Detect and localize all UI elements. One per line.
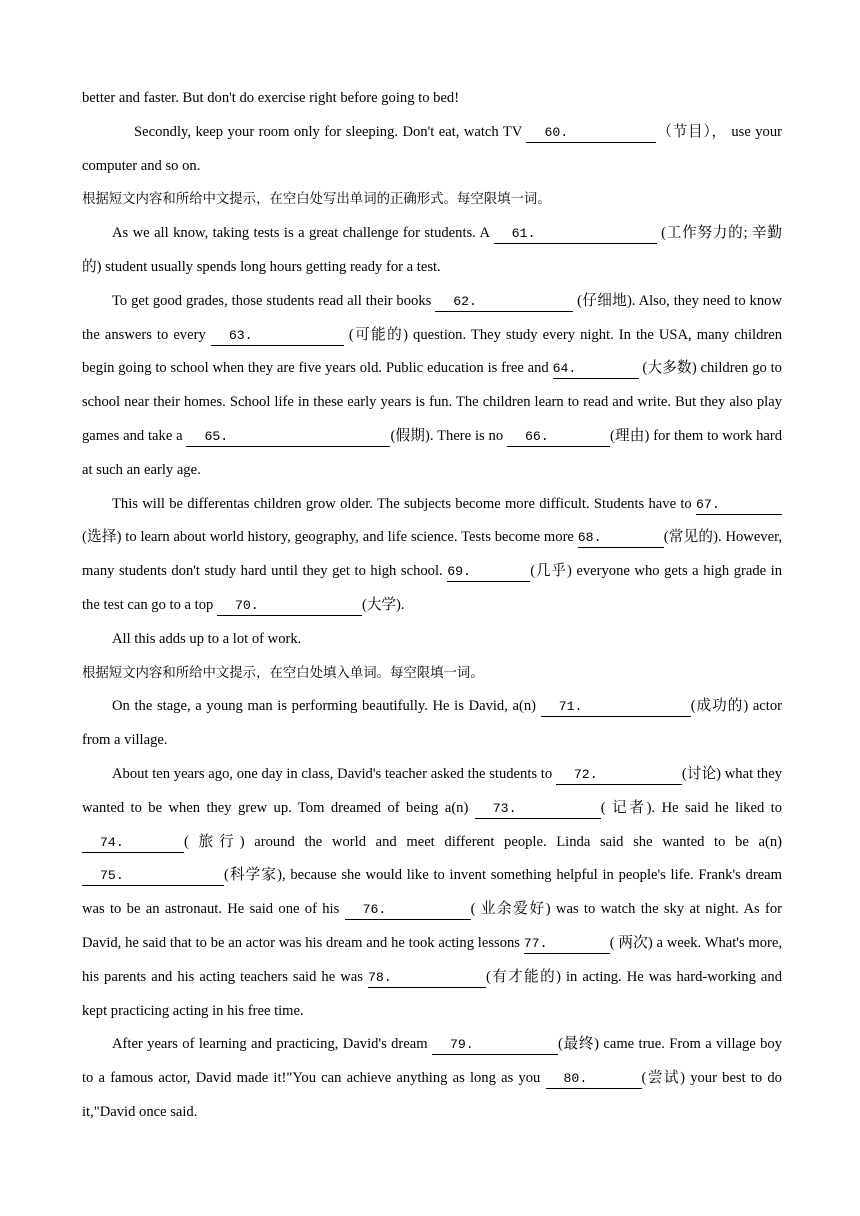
instruction-text: 根据短文内容和所给中文提示，在空白处填入单词。每空限填一词。 [82,665,484,681]
text: ( 业余爱好) was to watch the sky at night. As for David, he said that to be an actor was his dream and he took acting lessons [82,901,782,951]
blank-77[interactable]: 77. [524,935,610,954]
text: (选择) to learn about world history, geography, and life science. Tests become more [82,529,574,546]
blank-78[interactable]: 78. [368,969,486,988]
blank-74[interactable]: 74. [82,834,184,853]
blank-69[interactable]: 69. [447,563,530,582]
text: (最终) came true. From a village boy to a famous actor, David made it!"You can achieve anything as long as you [82,1036,783,1087]
text: (工作努力的; 辛勤的) student usually spends long hours getting ready for a test. [82,225,782,275]
text: (尝试) your best to do it,"David once said. [82,1070,782,1120]
text: To get good grades, those students read all their books [112,292,432,309]
paragraph-ten-years-ago [82,758,782,1028]
blank-60[interactable]: 60. [526,124,656,143]
text: ( 记者). He said he liked to [600,799,782,816]
text: On the stage, a young man is performing beautifully. He is David, a(n) [112,698,537,715]
text: (大学). [361,596,405,613]
paragraph-good-grades [82,285,782,488]
paragraph-tests-intro [82,217,782,285]
blank-80[interactable]: 80. [546,1070,642,1089]
blank-75[interactable]: 75. [82,867,224,886]
paragraph-secondly [82,116,782,184]
text: (成功的) actor from a village. [82,698,782,749]
blank-64[interactable]: 64. [553,360,639,379]
text: Secondly, keep your room only for sleeping. Don't eat, watch TV [134,123,523,140]
blank-67[interactable]: 67. [696,496,782,515]
paragraph-stage [82,690,782,758]
text: (可能的) question. They study every night. In the USA, many children begin going to school when they are five years old. Public education is free and [82,326,783,377]
paragraph-prev-end [82,82,782,116]
blank-62[interactable]: 62. [435,293,573,312]
blank-72[interactable]: 72. [556,766,682,785]
text: As we all know, taking tests is a great challenge for students. A [112,225,490,242]
text: About ten years ago, one day in class, David's teacher asked the students to [112,765,553,782]
instruction-1 [82,183,782,217]
text: ( 两次) a week. What's more, his parents and his acting teachers said he was [82,934,782,985]
blank-68[interactable]: 68. [578,529,664,548]
text: ( 旅行) around the world and meet different people. Linda said she wanted to be a(n) [184,833,782,850]
text: (大多数) children go to school near their homes. School life in these early years is fun. The children learn to read and write. But they also play games and take a [82,360,782,444]
text: (理由) for them to work hard at such an early age. [82,427,782,478]
text: better and faster. But don't do exercise right before going to bed! [82,90,460,106]
text: After years of learning and practicing, David's dream [112,1036,428,1053]
instruction-2 [82,657,782,691]
blank-61[interactable]: 61. [494,225,657,244]
text: This will be differentas children grow older. The subjects become more difficult. Students have to [112,495,692,512]
instruction-text: 根据短文内容和所给中文提示，在空白处写出单词的正确形式。每空限填一词。 [82,192,551,208]
blank-65[interactable]: 65. [186,428,390,447]
text: (有才能的) in acting. He was hard-working and kept practicing acting in his free time. [82,968,782,1019]
text: (科学家), because she would like to invent something helpful in people's life. Frank's dream was to be an astronaut. He said one of his [82,867,782,918]
text: (常见的). However, many students don't study hard until they get to high school. [82,529,782,580]
blank-70[interactable]: 70. [217,597,362,616]
paragraph-after-years [82,1028,782,1129]
text: All this adds up to a lot of work. [112,630,302,647]
text: (假期). There is no [390,427,504,444]
blank-76[interactable]: 76. [345,901,471,920]
paragraph-work [82,623,782,657]
text: （节目）， use your computer and so on. [82,123,783,174]
blank-63[interactable]: 63. [211,327,344,346]
text: (仔细地). Also, they need to know the answers to every [82,292,782,343]
text: (讨论) what they wanted to be when they grew up. Tom dreamed of being a(n) [82,765,782,816]
paragraph-grow-older [82,488,782,623]
blank-79[interactable]: 79. [432,1036,558,1055]
blank-66[interactable]: 66. [507,428,610,447]
worksheet-page [82,82,782,1130]
blank-73[interactable]: 73. [475,800,601,819]
blank-71[interactable]: 71. [541,698,691,717]
text: (几乎) everyone who gets a high grade in the test can go to a top [82,563,783,613]
